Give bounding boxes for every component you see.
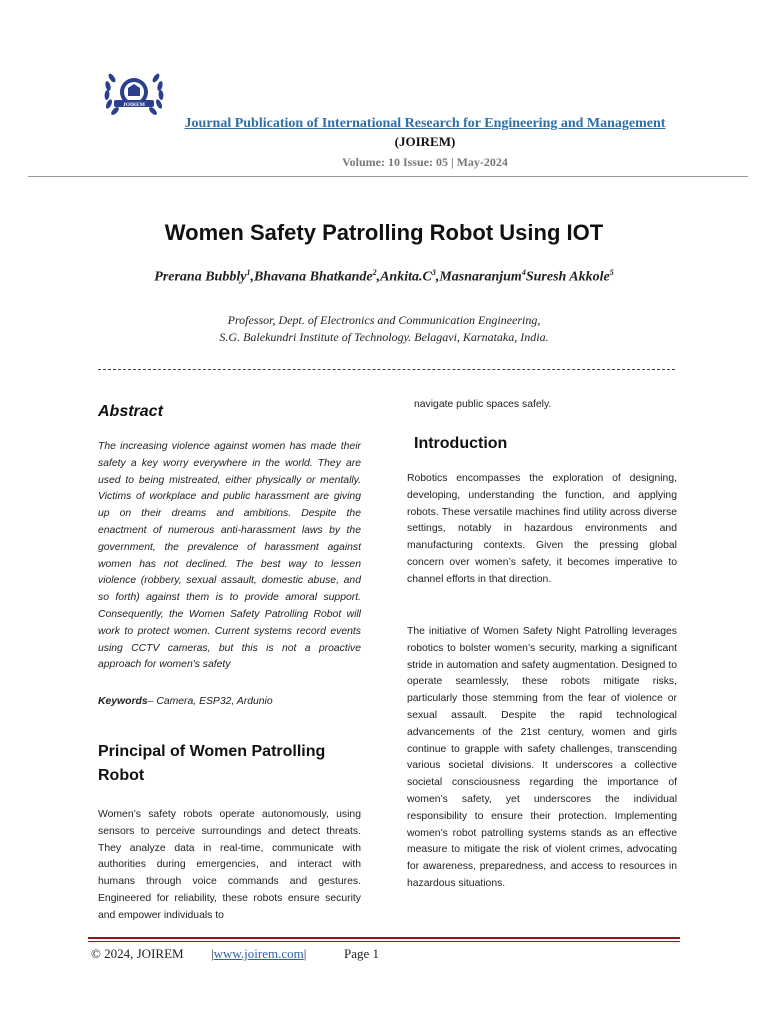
author-name: Suresh Akkole bbox=[525, 269, 610, 285]
affiliation-line-1: Professor, Dept. of Electronics and Communication Engineering, bbox=[227, 313, 541, 327]
author-name: ,Masnaranjum bbox=[435, 269, 522, 285]
introduction-paragraph-1: Robotics encompasses the exploration of designing, developing, understanding the function, and applying robots. These versatile machines find utility across diverse settings, notably in hazardous environments and manufacturing contexts. Given the pressing global concern over women’s safety, it becomes imperative to channel efforts in that direction. bbox=[407, 473, 677, 585]
footer-copyright: © 2024, JOIREM bbox=[91, 946, 184, 961]
keywords-list: – Camera, ESP32, Ardunio bbox=[147, 696, 273, 707]
journal-abbr: (JOIREM) bbox=[394, 134, 456, 149]
footer-link[interactable]: |www.joirem.com| bbox=[211, 946, 307, 961]
affiliation-line-2: S.G. Balekundri Institute of Technology. Belagavi, Karnataka, India. bbox=[219, 330, 549, 344]
principal-heading: Principal of Women Patrolling Robot bbox=[98, 743, 326, 784]
logo-text: JOIREM bbox=[123, 102, 145, 108]
continuation-text: navigate public spaces safely. bbox=[414, 399, 552, 410]
footer-rule-thin bbox=[88, 941, 680, 942]
author-name: Prerana Bubbly bbox=[154, 269, 247, 285]
abstract-heading: Abstract bbox=[98, 403, 163, 420]
keywords-label: Keywords bbox=[98, 696, 148, 707]
website-link[interactable]: www.joirem.com bbox=[213, 946, 304, 961]
paper-title: Women Safety Patrolling Robot Using IOT bbox=[164, 220, 604, 245]
principal-text: Women’s safety robots operate autonomously, using sensors to perceive surroundings and detect threats. They analyze data in real-time, communicate with authorities during emergencies, and interact with humans through voice commands and gestures. Engineered for reliability, these robots ensure security and empower individuals to bbox=[98, 809, 361, 921]
introduction-heading: Introduction bbox=[414, 435, 508, 452]
header-divider bbox=[28, 176, 748, 177]
abstract-text: The increasing violence against women has made their safety a key worry everywhere in the world. They are used to being mistreated, either physically or mentally. Victims of workplace and public harassment are giving up on their dreams and ambitions. Despite the enactment of numerous anti-harassment laws by the government, the prevalence of harassment against women has not declined. The best way to lessen violence (robbery, sexual assault, domestic abuse, and so forth) against them is to provide amoral support. Consequently, the Women Safety Patrolling Robot will work to protect women. Current systems record events using CCTV cameras, but this is not a proactive approach for women's safety bbox=[98, 441, 361, 671]
author-name: ,Bhavana Bhatkande bbox=[250, 269, 373, 285]
footer-rule bbox=[88, 937, 680, 939]
volume-issue: Volume: 10 Issue: 05 | May-2024 bbox=[342, 155, 508, 169]
author-name: ,Ankita.C bbox=[376, 269, 432, 285]
keywords bbox=[98, 696, 361, 707]
journal-name[interactable]: Journal Publication of International Research for Engineering and Management bbox=[184, 116, 666, 131]
introduction-paragraph-2: The initiative of Women Safety Night Patrolling leverages robotics to bolster women’s security, marking a significant stride in automation and safety augmentation. Designed to operate seamlessly, these robots mitigate risks, particularly those stemming from the fear of violence or sexual assault. Despite the rapid technological advancements of the 21st century, women and girls continue to grapple with safety challenges, transcending various societal divisions. It underscores a collective societal consciousness regarding the importance of women’s safety, yet underscores the individual responsibility to ensure their protection. Implementing women’s robot patrolling systems stands as an effective measure to mitigate the risk of violent crimes, advocating for awareness, preparedness, and access to resources in hazardous situations. bbox=[407, 626, 677, 889]
section-divider bbox=[98, 369, 675, 370]
author-list: Prerana Bubbly$^1$,Bhavana $Bhatkande^2,Ankita.C^3,Masnaranjum^4Suresh$ Akkole$^5$ bbox=[154, 268, 614, 285]
page-number: Page 1 bbox=[344, 946, 380, 961]
